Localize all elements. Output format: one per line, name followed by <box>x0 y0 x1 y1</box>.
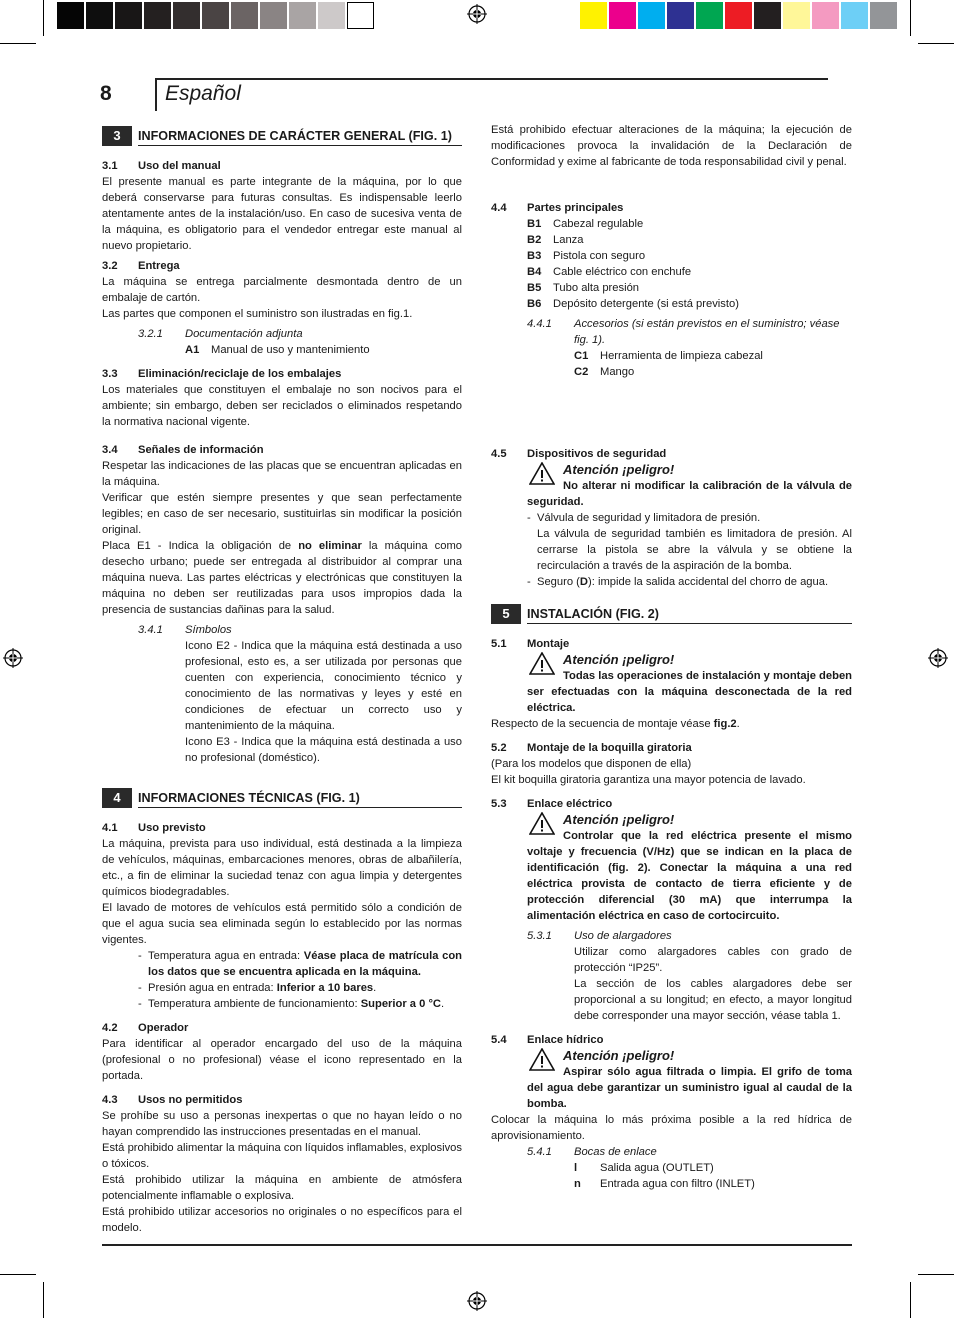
item-code: B5 <box>527 282 542 294</box>
subsubsection-heading <box>527 1144 852 1160</box>
subsection-title: Usos no permitidos <box>138 1094 243 1106</box>
section-title: INFORMACIONES TÉCNICAS (FIG. 1) <box>138 788 462 808</box>
subsubsection-number: 5.3.1 <box>527 930 552 942</box>
paragraph: Verificar que estén siempre presentes y que sean perfectamente legibles; en caso de ser necesario, sustituirlas sin modificar la posición original. <box>102 492 462 536</box>
calibration-swatch <box>783 2 810 29</box>
calibration-swatch <box>260 2 287 29</box>
warning-triangle-icon <box>529 462 555 485</box>
list-item: - Presión agua en entrada: Inferior a 10 bares. <box>138 982 377 994</box>
subsubsection-heading <box>138 622 462 638</box>
calibration-swatch <box>115 2 142 29</box>
text: Temperatura agua en entrada: <box>148 950 304 962</box>
subsubsection-title: Símbolos <box>185 624 232 636</box>
subsection-number: 5.2 <box>491 742 507 754</box>
text: Presión agua en entrada: <box>148 982 277 994</box>
paragraph: Colocar la máquina lo más próxima posible a la red hídrica de aprovisionamiento. <box>491 1114 852 1142</box>
subsection-heading <box>491 200 852 216</box>
subsection-number: 5.1 <box>491 638 507 650</box>
subsection-title: Uso previsto <box>138 822 206 834</box>
subsection-title: Eliminación/reciclaje de los embalajes <box>138 368 342 380</box>
text: Temperatura ambiente de funcionamiento: <box>148 998 361 1010</box>
paragraph: Para identificar al operador encargado del uso de la máquina (profesional o no profesional) véase el icono representado en la portada. <box>102 1038 462 1082</box>
paragraph: El presente manual es parte integrante de la máquina, por lo que deberá conservarse para futuras consultas. Es indispensable leerlo atentamente antes de la instalación/uso. En caso de sucesiva venta de la máquina, es obligatorio para el vendedor entregar este manual al nuevo propietario. <box>102 176 462 252</box>
item-label: Manual de uso y mantenimiento <box>211 344 370 356</box>
text: la máquina como desecho urbano; puede ser entregada al distribuidor al comprar una máquina nueva. Las partes eléctricas y electrónicas que constituyen la máquina no deben ser reutilizadas para usos impropios dada la presencia de sustancias dañinas para la salud. <box>102 540 462 616</box>
paragraph <box>102 538 462 618</box>
warning-title: Atención ¡peligro! <box>563 812 675 827</box>
parts-list <box>491 216 852 312</box>
subsubsection-number: 3.4.1 <box>138 624 163 636</box>
calibration-swatch <box>754 2 781 29</box>
list-item <box>527 216 852 232</box>
subsection-number: 4.1 <box>102 822 118 834</box>
text: Respecto de la secuencia de montaje véase <box>491 718 714 730</box>
calibration-swatch <box>841 2 868 29</box>
ports-list <box>491 1160 852 1192</box>
subsection-title: Montaje de la boquilla giratoria <box>527 742 692 754</box>
subsection-heading <box>102 366 462 382</box>
subsubsection-number: 5.4.1 <box>527 1146 552 1158</box>
calibration-swatch <box>318 2 345 29</box>
section-5-header <box>491 604 852 624</box>
subsection-heading <box>491 446 852 462</box>
warning-text: Aspirar sólo agua filtrada o limpia. El grifo de toma del agua debe garantizar un suministro igual al caudal de la bomba. <box>527 1066 852 1110</box>
warning-text: Todas las operaciones de instalación y montaje deben ser efectuadas con la máquina desconectada de la red eléctrica. <box>527 670 852 714</box>
bold-text: Inferior a 10 bares <box>276 982 374 994</box>
paragraph: (Para los modelos que disponen de ella) <box>491 758 692 770</box>
section-title: INSTALACIÓN (FIG. 2) <box>527 604 852 624</box>
list-item <box>527 280 852 296</box>
subsection-heading <box>102 442 462 458</box>
warning-block <box>527 812 852 924</box>
item-label: Herramienta de limpieza cabezal <box>600 350 763 362</box>
item-code: C1 <box>574 350 589 362</box>
item-code: B3 <box>527 250 542 262</box>
list-item <box>574 364 852 380</box>
bold-text: D <box>579 576 589 588</box>
subsubsection-title: Bocas de enlace <box>574 1146 657 1158</box>
warning-text: Controlar que la red eléctrica presente el mismo voltaje y frecuencia (V/Hz) que se indican en la placa de identificación (fig. 2). Conectar la máquina a una red eléctrica provista de contacto de tierra eficiente y de protección diferencial (30 mA) que interrumpa la alimentación eléctrica en caso de cortocircuito. <box>527 830 852 922</box>
text: ): impide la salida accidental del chorro de agua. <box>588 576 829 588</box>
list-item: - Válvula de seguridad y limitadora de presión. <box>527 512 761 524</box>
list-item: - Temperatura ambiente de funcionamiento: Superior a 0 °C. <box>138 998 445 1010</box>
calibration-swatch <box>812 2 839 29</box>
subsection-heading <box>102 158 462 174</box>
text: Válvula de seguridad y limitadora de presión. <box>537 512 761 524</box>
subsubsection-number: 3.2.1 <box>138 328 163 340</box>
warning-triangle-icon <box>529 812 555 835</box>
list-item <box>574 1160 852 1176</box>
section-number: 3 <box>102 126 132 146</box>
warning-title: Atención ¡peligro! <box>563 652 675 667</box>
subsection-number: 4.3 <box>102 1094 118 1106</box>
registration-mark-bottom-icon <box>467 1291 487 1311</box>
list-item <box>527 264 852 280</box>
item-code: l <box>574 1162 578 1174</box>
list-item: - Seguro (D): impide la salida accidental del chorro de agua. <box>527 576 829 588</box>
right-column <box>491 122 852 1192</box>
calibration-swatch <box>696 2 723 29</box>
subsection-heading <box>102 820 462 836</box>
paragraph: Está prohibido utilizar accesorios no originales o no específicos para el modelo. <box>102 1206 462 1234</box>
subsection-heading <box>102 1092 462 1108</box>
subsubsection-heading <box>138 326 462 342</box>
subsection-title: Partes principales <box>527 202 624 214</box>
item-label: Lanza <box>553 234 584 246</box>
page-number: 8 <box>100 82 112 105</box>
subsubsection-heading <box>527 316 852 348</box>
paragraph: Icono E3 - Indica que la máquina está destinada a uso no profesional (doméstico). <box>185 736 462 764</box>
paragraph: El lavado de motores de vehículos está permitido sólo a condición de que el agua sucia sea eliminada según lo establecido por las normas vigentes. <box>102 902 462 946</box>
paragraph: Está prohibido alimentar la máquina con líquidos inflamables, explosivos o tóxicos. <box>102 1142 462 1170</box>
registration-mark-right-icon <box>928 648 948 668</box>
item-code: B1 <box>527 218 542 230</box>
subsubsection-title: Uso de alargadores <box>574 930 672 942</box>
warning-triangle-icon <box>529 652 555 675</box>
item-code: n <box>574 1178 581 1190</box>
bold-text: fig.2 <box>713 718 737 730</box>
paragraph: Respetar las indicaciones de las placas que se encuentran aplicadas en la máquina. <box>102 460 462 488</box>
subsection-title: Enlace hídrico <box>527 1034 604 1046</box>
subsubsection-title: Documentación adjunta <box>185 328 303 340</box>
list-item <box>185 342 462 358</box>
paragraph: Está prohibido efectuar alteraciones de la máquina; la ejecución de modificaciones provoca la invalidación de la Declaración de Conformidad y exime al fabricante de toda responsabilidad civil y penal. <box>491 124 852 168</box>
warning-title: Atención ¡peligro! <box>563 1048 675 1063</box>
bold-text: Superior a 0 °C <box>360 998 442 1010</box>
subsection-number: 4.5 <box>491 448 507 460</box>
paragraph: La máquina, prevista para uso individual, está destinada a la limpieza de vehículos, máquinas, embarcaciones menores, obras de albañilería, etc., a fin de eliminar la suciedad tenaz con agua limpia y detergentes químicos biodegradables. <box>102 838 462 898</box>
subsection-title: Señales de información <box>138 444 264 456</box>
calibration-swatch <box>725 2 752 29</box>
subsection-heading <box>491 796 852 812</box>
list-item <box>527 232 852 248</box>
warning-triangle-icon <box>529 1048 555 1071</box>
subsection-number: 3.2 <box>102 260 118 272</box>
bold-text: Véase placa de matrícula con los datos que se encuentra aplicada en la máquina. <box>148 950 462 978</box>
paragraph: Está prohibido utilizar la máquina en ambiente de atmósfera potencialmente inflamable o explosiva. <box>102 1174 462 1202</box>
calibration-swatch <box>289 2 316 29</box>
subsection-title: Dispositivos de seguridad <box>527 448 667 460</box>
subsection-heading <box>491 636 852 652</box>
bold-text: no eliminar <box>298 540 362 552</box>
header-bracket <box>155 78 157 111</box>
subsubsection-title: Accesorios (si están previstos en el suministro; véase fig. 1). <box>574 318 840 346</box>
paragraph: Se prohíbe su uso a personas inexpertas o que no hayan leído o no hayan comprendido las instrucciones presentadas en el manual. <box>102 1110 462 1138</box>
section-number: 4 <box>102 788 132 808</box>
registration-mark-left-icon <box>3 648 23 668</box>
item-label: Pistola con seguro <box>553 250 646 262</box>
text: Seguro ( <box>537 576 580 588</box>
item-code: B2 <box>527 234 542 246</box>
subsection-number: 4.4 <box>491 202 507 214</box>
subsection-number: 3.4 <box>102 444 118 456</box>
item-label: Salida agua (OUTLET) <box>600 1162 714 1174</box>
section-title: INFORMACIONES DE CARÁCTER GENERAL (FIG. 1) <box>138 126 462 146</box>
list-item <box>574 348 852 364</box>
paragraph: La sección de los cables alargadores debe ser proporcional a su longitud; en efecto, a mayor longitud debe corresponder una mayor sección, véase tabla 1. <box>574 978 852 1022</box>
calibration-swatch <box>57 2 84 29</box>
section-number: 5 <box>491 604 521 624</box>
item-label: Cabezal regulable <box>553 218 644 230</box>
warning-text: No alterar ni modificar la calibración de la válvula de seguridad. <box>527 480 852 508</box>
subsection-number: 3.1 <box>102 160 118 172</box>
subsection-heading <box>102 1020 462 1036</box>
subsubsection-heading <box>527 928 852 944</box>
item-code: C2 <box>574 366 589 378</box>
paragraph: La válvula de seguridad también es limitadora de presión. Al cerrarse la pistola se abre la válvula y se obtiene la recirculación a través de la aspiración de la bomba. <box>537 528 852 572</box>
subsection-heading <box>491 1032 852 1048</box>
subsection-number: 3.3 <box>102 368 118 380</box>
paragraph: La máquina se entrega parcialmente desmontada dentro de un embalaje de cartón. <box>102 276 462 304</box>
subsection-heading <box>491 740 852 756</box>
item-label: Depósito detergente (si está previsto) <box>553 298 739 310</box>
subsection-number: 5.4 <box>491 1034 507 1046</box>
item-label: Tubo alta presión <box>553 282 640 294</box>
section-3-header <box>102 126 462 146</box>
subsubsection-number: 4.4.1 <box>527 318 552 330</box>
subsection-title: Operador <box>138 1022 189 1034</box>
calibration-swatch <box>202 2 229 29</box>
item-code: B6 <box>527 298 542 310</box>
calibration-swatch <box>667 2 694 29</box>
calibration-swatch <box>86 2 113 29</box>
language-title: Español <box>165 82 241 105</box>
subsection-number: 4.2 <box>102 1022 118 1034</box>
paragraph: Utilizar como alargadores cables con grado de protección “IP25”. <box>574 946 852 974</box>
list-item <box>574 1176 852 1192</box>
paragraph: Icono E2 - Indica que la máquina está destinada a uso profesional, esto es, a ser utilizada por personas que cuenten con experiencia, conocimiento técnico y conocimiento de las normativas y leyes y esté en condiciones de efectuar un correcto uso y mantenimiento de la máquina. <box>185 640 462 732</box>
paragraph: Los materiales que constituyen el embalaje no son nocivos para el ambiente; sin embargo, deben ser reciclados o eliminados respetando la normativa nacional vigente. <box>102 384 462 428</box>
list-item <box>527 296 852 312</box>
left-column <box>102 126 462 1236</box>
footer-rule <box>102 1244 852 1246</box>
item-code: B4 <box>527 266 542 278</box>
paragraph: Las partes que componen el suministro son ilustradas en fig.1. <box>102 308 413 320</box>
subsection-title: Enlace eléctrico <box>527 798 613 810</box>
subsection-title: Montaje <box>527 638 570 650</box>
calibration-swatch <box>231 2 258 29</box>
subsection-title: Entrega <box>138 260 180 272</box>
warning-block <box>527 1048 852 1112</box>
accessories-list <box>491 348 852 380</box>
calibration-swatch <box>870 2 897 29</box>
warning-block <box>527 652 852 716</box>
subsection-number: 5.3 <box>491 798 507 810</box>
calibration-swatch <box>173 2 200 29</box>
subsection-title: Uso del manual <box>138 160 221 172</box>
calibration-swatch <box>609 2 636 29</box>
item-code: A1 <box>185 344 200 356</box>
item-label: Mango <box>600 366 635 378</box>
paragraph: Respecto de la secuencia de montaje véase fig.2. <box>491 718 740 730</box>
item-label: Entrada agua con filtro (INLET) <box>600 1178 755 1190</box>
subsection-heading <box>102 258 462 274</box>
header-rule <box>155 78 828 80</box>
calibration-swatch <box>638 2 665 29</box>
item-label: Cable eléctrico con enchufe <box>553 266 692 278</box>
text: Placa E1 - Indica la obligación de <box>102 540 299 552</box>
list-item <box>527 248 852 264</box>
paragraph: El kit boquilla giratoria garantiza una mayor potencia de lavado. <box>491 774 806 786</box>
warning-title: Atención ¡peligro! <box>563 462 675 477</box>
list-item: - Temperatura agua en entrada: Véase placa de matrícula con los datos que se encuentra aplicada en la máquina. <box>138 950 462 978</box>
calibration-swatch <box>580 2 607 29</box>
section-4-header <box>102 788 462 808</box>
warning-block <box>527 462 852 510</box>
registration-mark-top-icon <box>467 4 487 24</box>
calibration-swatch <box>347 2 374 29</box>
calibration-swatch <box>144 2 171 29</box>
